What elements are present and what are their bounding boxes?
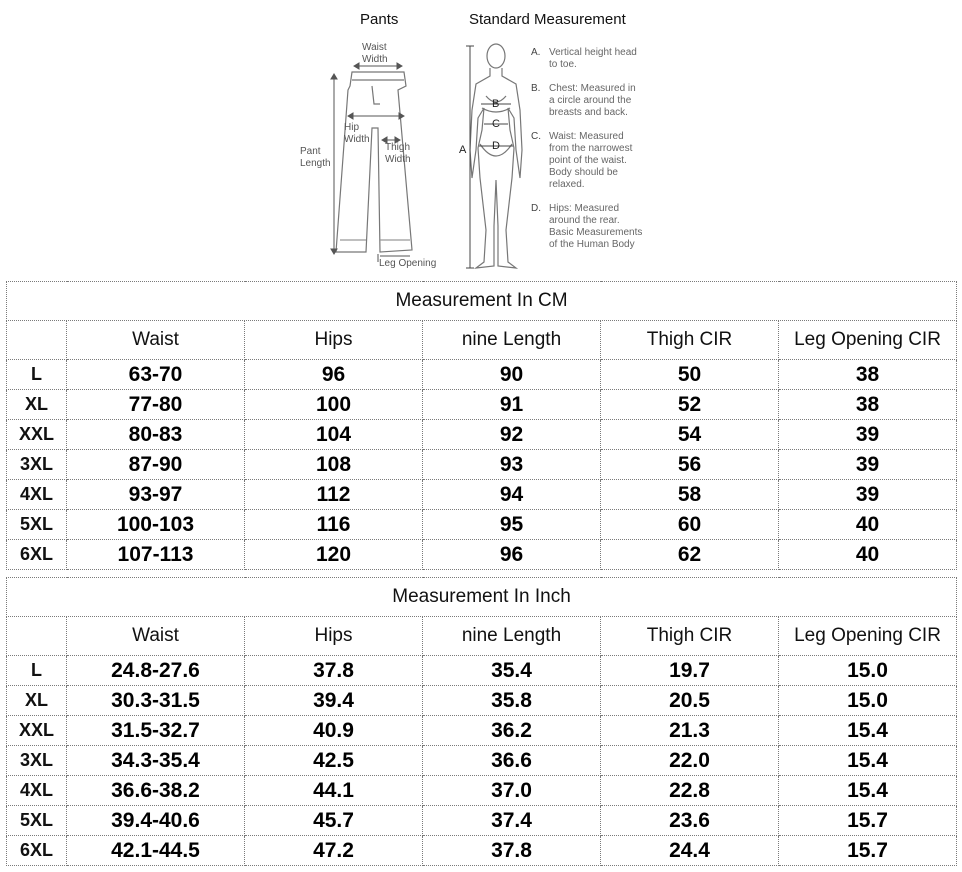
hips-value: 120 bbox=[245, 540, 423, 570]
size-label: 3XL bbox=[7, 450, 67, 480]
header-nine-length: nine Length bbox=[423, 321, 601, 360]
hips-value: 37.8 bbox=[245, 656, 423, 686]
thigh-cir-value: 62 bbox=[601, 540, 779, 570]
leg-opening-cir-value: 38 bbox=[779, 360, 957, 390]
note-d: D. Hips: Measured around the rear. Basic Measurements of the Human Body bbox=[531, 203, 643, 250]
table-row bbox=[7, 480, 957, 510]
hips-value: 96 bbox=[245, 360, 423, 390]
inch-size-table bbox=[6, 577, 957, 866]
standard-measurement-title: Standard Measurement bbox=[469, 11, 626, 28]
marker-b: B bbox=[492, 98, 500, 110]
table-row bbox=[7, 450, 957, 480]
hips-value: 116 bbox=[245, 510, 423, 540]
size-label: L bbox=[7, 656, 67, 686]
pants-title: Pants bbox=[360, 11, 399, 28]
leg-opening-cir-value: 15.0 bbox=[779, 656, 957, 686]
cm-table-title: Measurement In CM bbox=[7, 282, 957, 321]
waist-value: 42.1-44.5 bbox=[67, 836, 245, 866]
size-label: 4XL bbox=[7, 776, 67, 806]
waist-value: 30.3-31.5 bbox=[67, 686, 245, 716]
nine-length-value: 36.6 bbox=[423, 746, 601, 776]
nine-length-value: 95 bbox=[423, 510, 601, 540]
nine-length-value: 37.0 bbox=[423, 776, 601, 806]
hips-value: 39.4 bbox=[245, 686, 423, 716]
marker-d: D bbox=[492, 140, 500, 152]
hips-value: 112 bbox=[245, 480, 423, 510]
leg-opening-cir-value: 15.7 bbox=[779, 836, 957, 866]
leg-opening-cir-value: 40 bbox=[779, 540, 957, 570]
nine-length-value: 37.4 bbox=[423, 806, 601, 836]
header-empty bbox=[7, 321, 67, 360]
table-row bbox=[7, 776, 957, 806]
thigh-width-label: Thigh Width bbox=[385, 142, 411, 165]
hips-value: 104 bbox=[245, 420, 423, 450]
header-thigh-cir: Thigh CIR bbox=[601, 617, 779, 656]
header-leg-opening-cir: Leg Opening CIR bbox=[779, 321, 957, 360]
size-label: XL bbox=[7, 686, 67, 716]
header-waist: Waist bbox=[67, 321, 245, 360]
header-thigh-cir: Thigh CIR bbox=[601, 321, 779, 360]
waist-value: 34.3-35.4 bbox=[67, 746, 245, 776]
table-row bbox=[7, 420, 957, 450]
hips-value: 42.5 bbox=[245, 746, 423, 776]
note-a: A. Vertical height head to toe. bbox=[531, 47, 637, 70]
leg-opening-label: Leg Opening bbox=[379, 258, 437, 269]
size-label: 6XL bbox=[7, 540, 67, 570]
thigh-cir-value: 50 bbox=[601, 360, 779, 390]
thigh-cir-value: 20.5 bbox=[601, 686, 779, 716]
waist-value: 107-113 bbox=[67, 540, 245, 570]
thigh-cir-value: 21.3 bbox=[601, 716, 779, 746]
marker-c: C bbox=[492, 118, 500, 130]
note-c: C. Waist: Measured from the narrowest point of the waist. Body should be relaxed. bbox=[531, 131, 633, 190]
leg-opening-cir-value: 15.0 bbox=[779, 686, 957, 716]
leg-opening-cir-value: 15.7 bbox=[779, 806, 957, 836]
leg-opening-cir-value: 15.4 bbox=[779, 746, 957, 776]
leg-opening-cir-value: 15.4 bbox=[779, 776, 957, 806]
table-row bbox=[7, 510, 957, 540]
size-label: L bbox=[7, 360, 67, 390]
waist-value: 87-90 bbox=[67, 450, 245, 480]
pant-length-label: Pant Length bbox=[300, 146, 331, 169]
thigh-cir-value: 58 bbox=[601, 480, 779, 510]
thigh-cir-value: 23.6 bbox=[601, 806, 779, 836]
size-label: 4XL bbox=[7, 480, 67, 510]
hips-value: 108 bbox=[245, 450, 423, 480]
waist-value: 77-80 bbox=[67, 390, 245, 420]
header-leg-opening-cir: Leg Opening CIR bbox=[779, 617, 957, 656]
table-row bbox=[7, 716, 957, 746]
thigh-cir-value: 52 bbox=[601, 390, 779, 420]
table-row bbox=[7, 360, 957, 390]
thigh-cir-value: 24.4 bbox=[601, 836, 779, 866]
table-row bbox=[7, 656, 957, 686]
nine-length-value: 91 bbox=[423, 390, 601, 420]
hips-value: 47.2 bbox=[245, 836, 423, 866]
leg-opening-cir-value: 15.4 bbox=[779, 716, 957, 746]
size-label: 6XL bbox=[7, 836, 67, 866]
nine-length-value: 93 bbox=[423, 450, 601, 480]
header-hips: Hips bbox=[245, 617, 423, 656]
waist-value: 24.8-27.6 bbox=[67, 656, 245, 686]
table-row bbox=[7, 836, 957, 866]
leg-opening-cir-value: 39 bbox=[779, 480, 957, 510]
table-row bbox=[7, 540, 957, 570]
header-empty bbox=[7, 617, 67, 656]
cm-header-row bbox=[7, 321, 957, 360]
size-label: XXL bbox=[7, 420, 67, 450]
table-row bbox=[7, 806, 957, 836]
hips-value: 40.9 bbox=[245, 716, 423, 746]
cm-size-table bbox=[6, 281, 957, 570]
table-row bbox=[7, 390, 957, 420]
nine-length-value: 37.8 bbox=[423, 836, 601, 866]
nine-length-value: 94 bbox=[423, 480, 601, 510]
header-nine-length: nine Length bbox=[423, 617, 601, 656]
table-row bbox=[7, 686, 957, 716]
hip-width-label: Hip Width bbox=[344, 122, 370, 145]
header-waist: Waist bbox=[67, 617, 245, 656]
nine-length-value: 36.2 bbox=[423, 716, 601, 746]
nine-length-value: 35.4 bbox=[423, 656, 601, 686]
thigh-cir-value: 60 bbox=[601, 510, 779, 540]
waist-value: 80-83 bbox=[67, 420, 245, 450]
diagram-illustration bbox=[0, 0, 962, 278]
size-label: 5XL bbox=[7, 510, 67, 540]
nine-length-value: 92 bbox=[423, 420, 601, 450]
waist-width-label: Waist Width bbox=[362, 42, 388, 65]
size-label: 5XL bbox=[7, 806, 67, 836]
waist-value: 93-97 bbox=[67, 480, 245, 510]
thigh-cir-value: 22.8 bbox=[601, 776, 779, 806]
header-hips: Hips bbox=[245, 321, 423, 360]
body-illustration bbox=[470, 44, 522, 268]
size-label: XL bbox=[7, 390, 67, 420]
size-label: 3XL bbox=[7, 746, 67, 776]
nine-length-value: 96 bbox=[423, 540, 601, 570]
nine-length-value: 35.8 bbox=[423, 686, 601, 716]
hips-value: 100 bbox=[245, 390, 423, 420]
waist-value: 39.4-40.6 bbox=[67, 806, 245, 836]
thigh-cir-value: 54 bbox=[601, 420, 779, 450]
leg-opening-cir-value: 40 bbox=[779, 510, 957, 540]
thigh-cir-value: 19.7 bbox=[601, 656, 779, 686]
size-label: XXL bbox=[7, 716, 67, 746]
waist-value: 36.6-38.2 bbox=[67, 776, 245, 806]
leg-opening-cir-value: 39 bbox=[779, 420, 957, 450]
marker-a: A bbox=[459, 144, 467, 156]
thigh-cir-value: 56 bbox=[601, 450, 779, 480]
inch-table-title: Measurement In Inch bbox=[7, 578, 957, 617]
leg-opening-cir-value: 38 bbox=[779, 390, 957, 420]
waist-value: 31.5-32.7 bbox=[67, 716, 245, 746]
inch-header-row bbox=[7, 617, 957, 656]
note-b: B. Chest: Measured in a circle around the breasts and back. bbox=[531, 83, 636, 118]
nine-length-value: 90 bbox=[423, 360, 601, 390]
table-row bbox=[7, 746, 957, 776]
hips-value: 45.7 bbox=[245, 806, 423, 836]
leg-opening-cir-value: 39 bbox=[779, 450, 957, 480]
waist-value: 100-103 bbox=[67, 510, 245, 540]
hips-value: 44.1 bbox=[245, 776, 423, 806]
thigh-cir-value: 22.0 bbox=[601, 746, 779, 776]
waist-value: 63-70 bbox=[67, 360, 245, 390]
measurement-diagram bbox=[0, 0, 962, 278]
